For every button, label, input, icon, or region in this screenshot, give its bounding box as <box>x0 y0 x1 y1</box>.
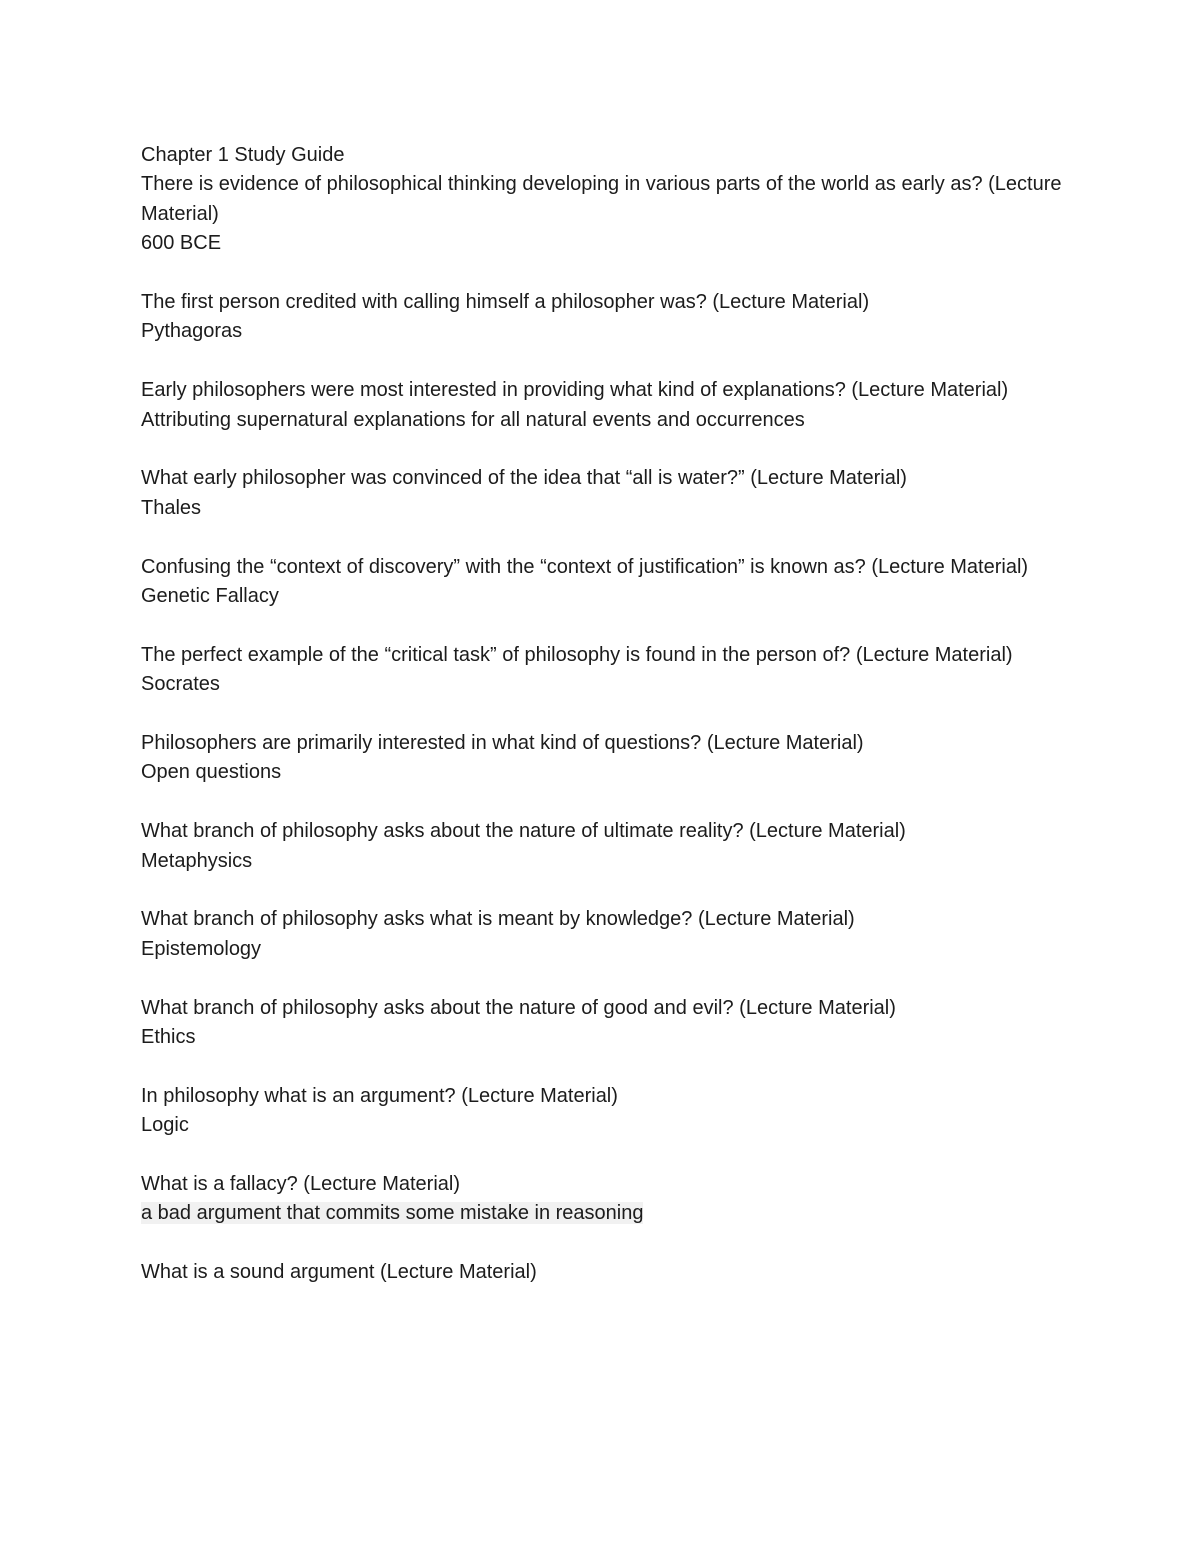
qa-item <box>141 1170 1071 1229</box>
paragraph-gap <box>141 347 1071 376</box>
qa-item <box>141 817 1071 876</box>
paragraph-gap <box>141 1141 1071 1170</box>
answer-text: Open questions <box>141 761 282 784</box>
question-text: The first person credited with calling himself a philosopher was? (Lecture Material) <box>141 291 870 314</box>
question-text: Philosophers are primarily interested in what kind of questions? (Lecture Material) <box>141 732 864 755</box>
paragraph-gap <box>141 523 1071 552</box>
answer-text: Logic <box>141 1114 189 1137</box>
question-text: What branch of philosophy asks what is meant by knowledge? (Lecture Material) <box>141 908 855 931</box>
qa-item <box>141 729 1071 788</box>
answer-text: 600 BCE <box>141 232 222 255</box>
document-page <box>141 141 1071 1288</box>
paragraph-gap <box>141 876 1071 905</box>
qa-item <box>141 905 1071 964</box>
answer-text: Pythagoras <box>141 320 243 343</box>
question-text: Early philosophers were most interested in providing what kind of explanations? (Lecture Material) <box>141 379 1009 402</box>
highlighted-answer: a bad argument that commits some mistake in reasoning <box>141 1202 644 1225</box>
qa-item <box>141 464 1071 523</box>
paragraph-gap <box>141 435 1071 464</box>
qa-item <box>141 641 1071 700</box>
qa-item <box>141 1258 1071 1287</box>
paragraph-gap <box>141 788 1071 817</box>
question-text: In philosophy what is an argument? (Lecture Material) <box>141 1084 618 1107</box>
paragraph-gap <box>141 700 1071 729</box>
paragraph-gap <box>141 1229 1071 1258</box>
answer-text: Genetic Fallacy <box>141 585 279 608</box>
paragraph-gap <box>141 1052 1071 1081</box>
answer-text: Metaphysics <box>141 849 253 872</box>
paragraph-gap <box>141 611 1071 640</box>
paragraph-gap <box>141 964 1071 993</box>
qa-item <box>141 553 1071 612</box>
question-text: What branch of philosophy asks about the nature of good and evil? (Lecture Material) <box>141 996 896 1019</box>
qa-item <box>141 1082 1071 1141</box>
question-text: What branch of philosophy asks about the nature of ultimate reality? (Lecture Material) <box>141 820 906 843</box>
answer-text: Attributing supernatural explanations for all natural events and occurrences <box>141 408 805 431</box>
qa-item <box>141 376 1071 435</box>
question-text: What early philosopher was convinced of the idea that “all is water?” (Lecture Material) <box>141 467 907 490</box>
page-title: Chapter 1 Study Guide <box>141 144 345 166</box>
question-text: What is a sound argument (Lecture Material) <box>141 1261 537 1284</box>
qa-item <box>141 288 1071 347</box>
answer-text: Ethics <box>141 1026 196 1049</box>
question-text: What is a fallacy? (Lecture Material) <box>141 1173 461 1196</box>
question-text: There is evidence of philosophical thinking developing in various parts of the world as early as? (Lecture Material) <box>141 173 1062 225</box>
answer-text: Socrates <box>141 673 220 696</box>
answer-text: Epistemology <box>141 937 262 960</box>
answer-text: Thales <box>141 496 202 519</box>
question-text: The perfect example of the “critical task” of philosophy is found in the person of? (Lecture Material) <box>141 643 1013 666</box>
question-text: Confusing the “context of discovery” with the “context of justification” is known as? (Lecture Material) <box>141 555 1029 578</box>
qa-item <box>141 170 1071 258</box>
qa-item <box>141 994 1071 1053</box>
paragraph-gap <box>141 259 1071 288</box>
answer-text <box>141 1199 1071 1228</box>
